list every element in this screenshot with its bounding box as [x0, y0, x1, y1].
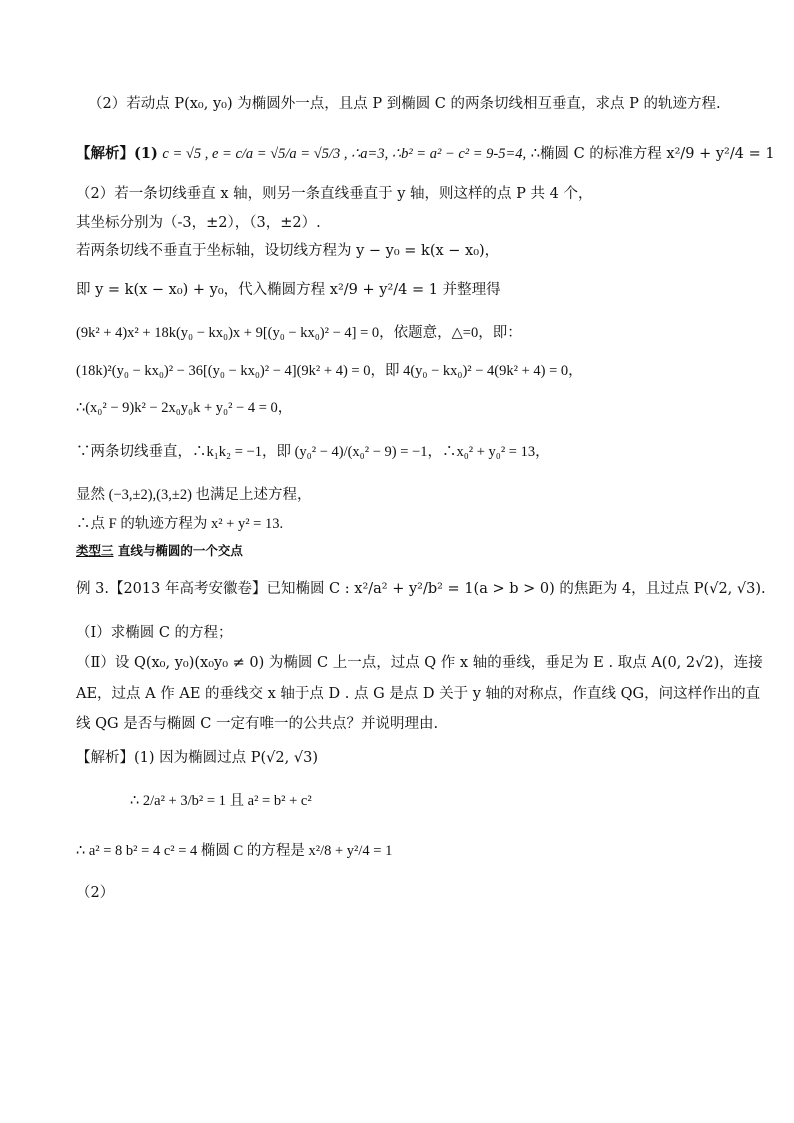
line-case-vertical: （2）若一条切线垂直 x 轴，则另一条直线垂直于 y 轴，则这样的点 P 共 4 个，: [76, 186, 593, 202]
line-k-equation: ∴(x₀² − 9)k² − 2x₀y₀k + y₀² − 4 = 0，: [76, 400, 293, 416]
line-ex3-result: ∴ a² = 8 b² = 4 c² = 4 椭圆 C 的方程是 x²/8 + y²/4 = 1: [76, 843, 393, 859]
line-part2-question: （2）若动点 P(x₀, y₀) 为椭圆外一点，且点 P 到椭圆 C 的两条切线相互垂直，求点 P 的轨迹方程.: [88, 96, 721, 112]
line-part-i: （Ⅰ）求椭圆 C 的方程；: [76, 625, 233, 641]
line-discriminant: (18k)²(y₀ − kx₀)² − 36[(y₀ − kx₀)² − 4](9k² + 4) = 0，即 4(y₀ − kx₀)² − 4(9k² + 4) = 0，: [76, 363, 583, 379]
section-type-label: 类型三: [76, 543, 114, 558]
line-substitute: 即 y = k(x − x₀) + y₀，代入椭圆方程 x²/9 + y²/4 = 1 并整理得: [76, 282, 501, 298]
line-example-3: 例 3.【2013 年高考安徽卷】已知椭圆 C : x²/a² + y²/b² = 1(a > b > 0) 的焦距为 4，且过点 P(√2, √3).: [76, 581, 766, 597]
solution-1-math: c = √5 , e = c/a = √5/a = √5/3 , ∴a=3, ∴b² = a² − c² = 9-5=4,: [162, 146, 527, 162]
solution-label: 【解析】(1): [76, 145, 158, 162]
line-locus-result: ∴点 F 的轨迹方程为 x² + y² = 13.: [76, 516, 284, 532]
line-part-2-start: （2）: [76, 885, 115, 901]
line-tangent-equation: 若两条切线不垂直于坐标轴，设切线方程为 y − y₀ = k(x − x₀)，: [76, 243, 500, 259]
line-solution-ex3: 【解析】(1) 因为椭圆过点 P(√2, √3): [76, 750, 318, 766]
line-perpendicular: ∵两条切线垂直，∴k₁k₂ = −1，即 (y₀² − 4)/(x₀² − 9) = −1，∴x₀² + y₀² = 13，: [76, 444, 550, 460]
line-quadratic: (9k² + 4)x² + 18k(y₀ − kx₀)x + 9[(y₀ − kx₀)² − 4] = 0，依题意，△=0，即：: [76, 325, 522, 341]
line-part-ii-2: AE，过点 A 作 AE 的垂线交 x 轴于点 D . 点 G 是点 D 关于 y 轴的对称点，作直线 QG，问这样作出的直: [76, 686, 761, 702]
line-part-ii-1: （Ⅱ）设 Q(x₀, y₀)(x₀y₀ ≠ 0) 为椭圆 C 上一点，过点 Q 作 x 轴的垂线，垂足为 E . 取点 A(0, 2√2)，连接: [76, 655, 763, 671]
section-title: 直线与椭圆的一个交点: [113, 543, 243, 558]
line-coordinates: 其坐标分别为（-3，±2），（3，±2）.: [76, 215, 321, 231]
line-ex3-equation: ∴ 2/a² + 3/b² = 1 且 a² = b² + c²: [130, 793, 312, 809]
section-heading: [0, 540, 794, 562]
line-check-points: 显然 (−3,±2),(3,±2) 也满足上述方程，: [76, 487, 312, 503]
line-solution-1: [0, 143, 794, 165]
solution-1-conclusion: ∴椭圆 C 的标准方程 x²/9 + y²/4 = 1: [530, 146, 775, 162]
line-part-ii-3: 线 QG 是否与椭圆 C 一定有唯一的公共点？并说明理由.: [76, 716, 439, 732]
